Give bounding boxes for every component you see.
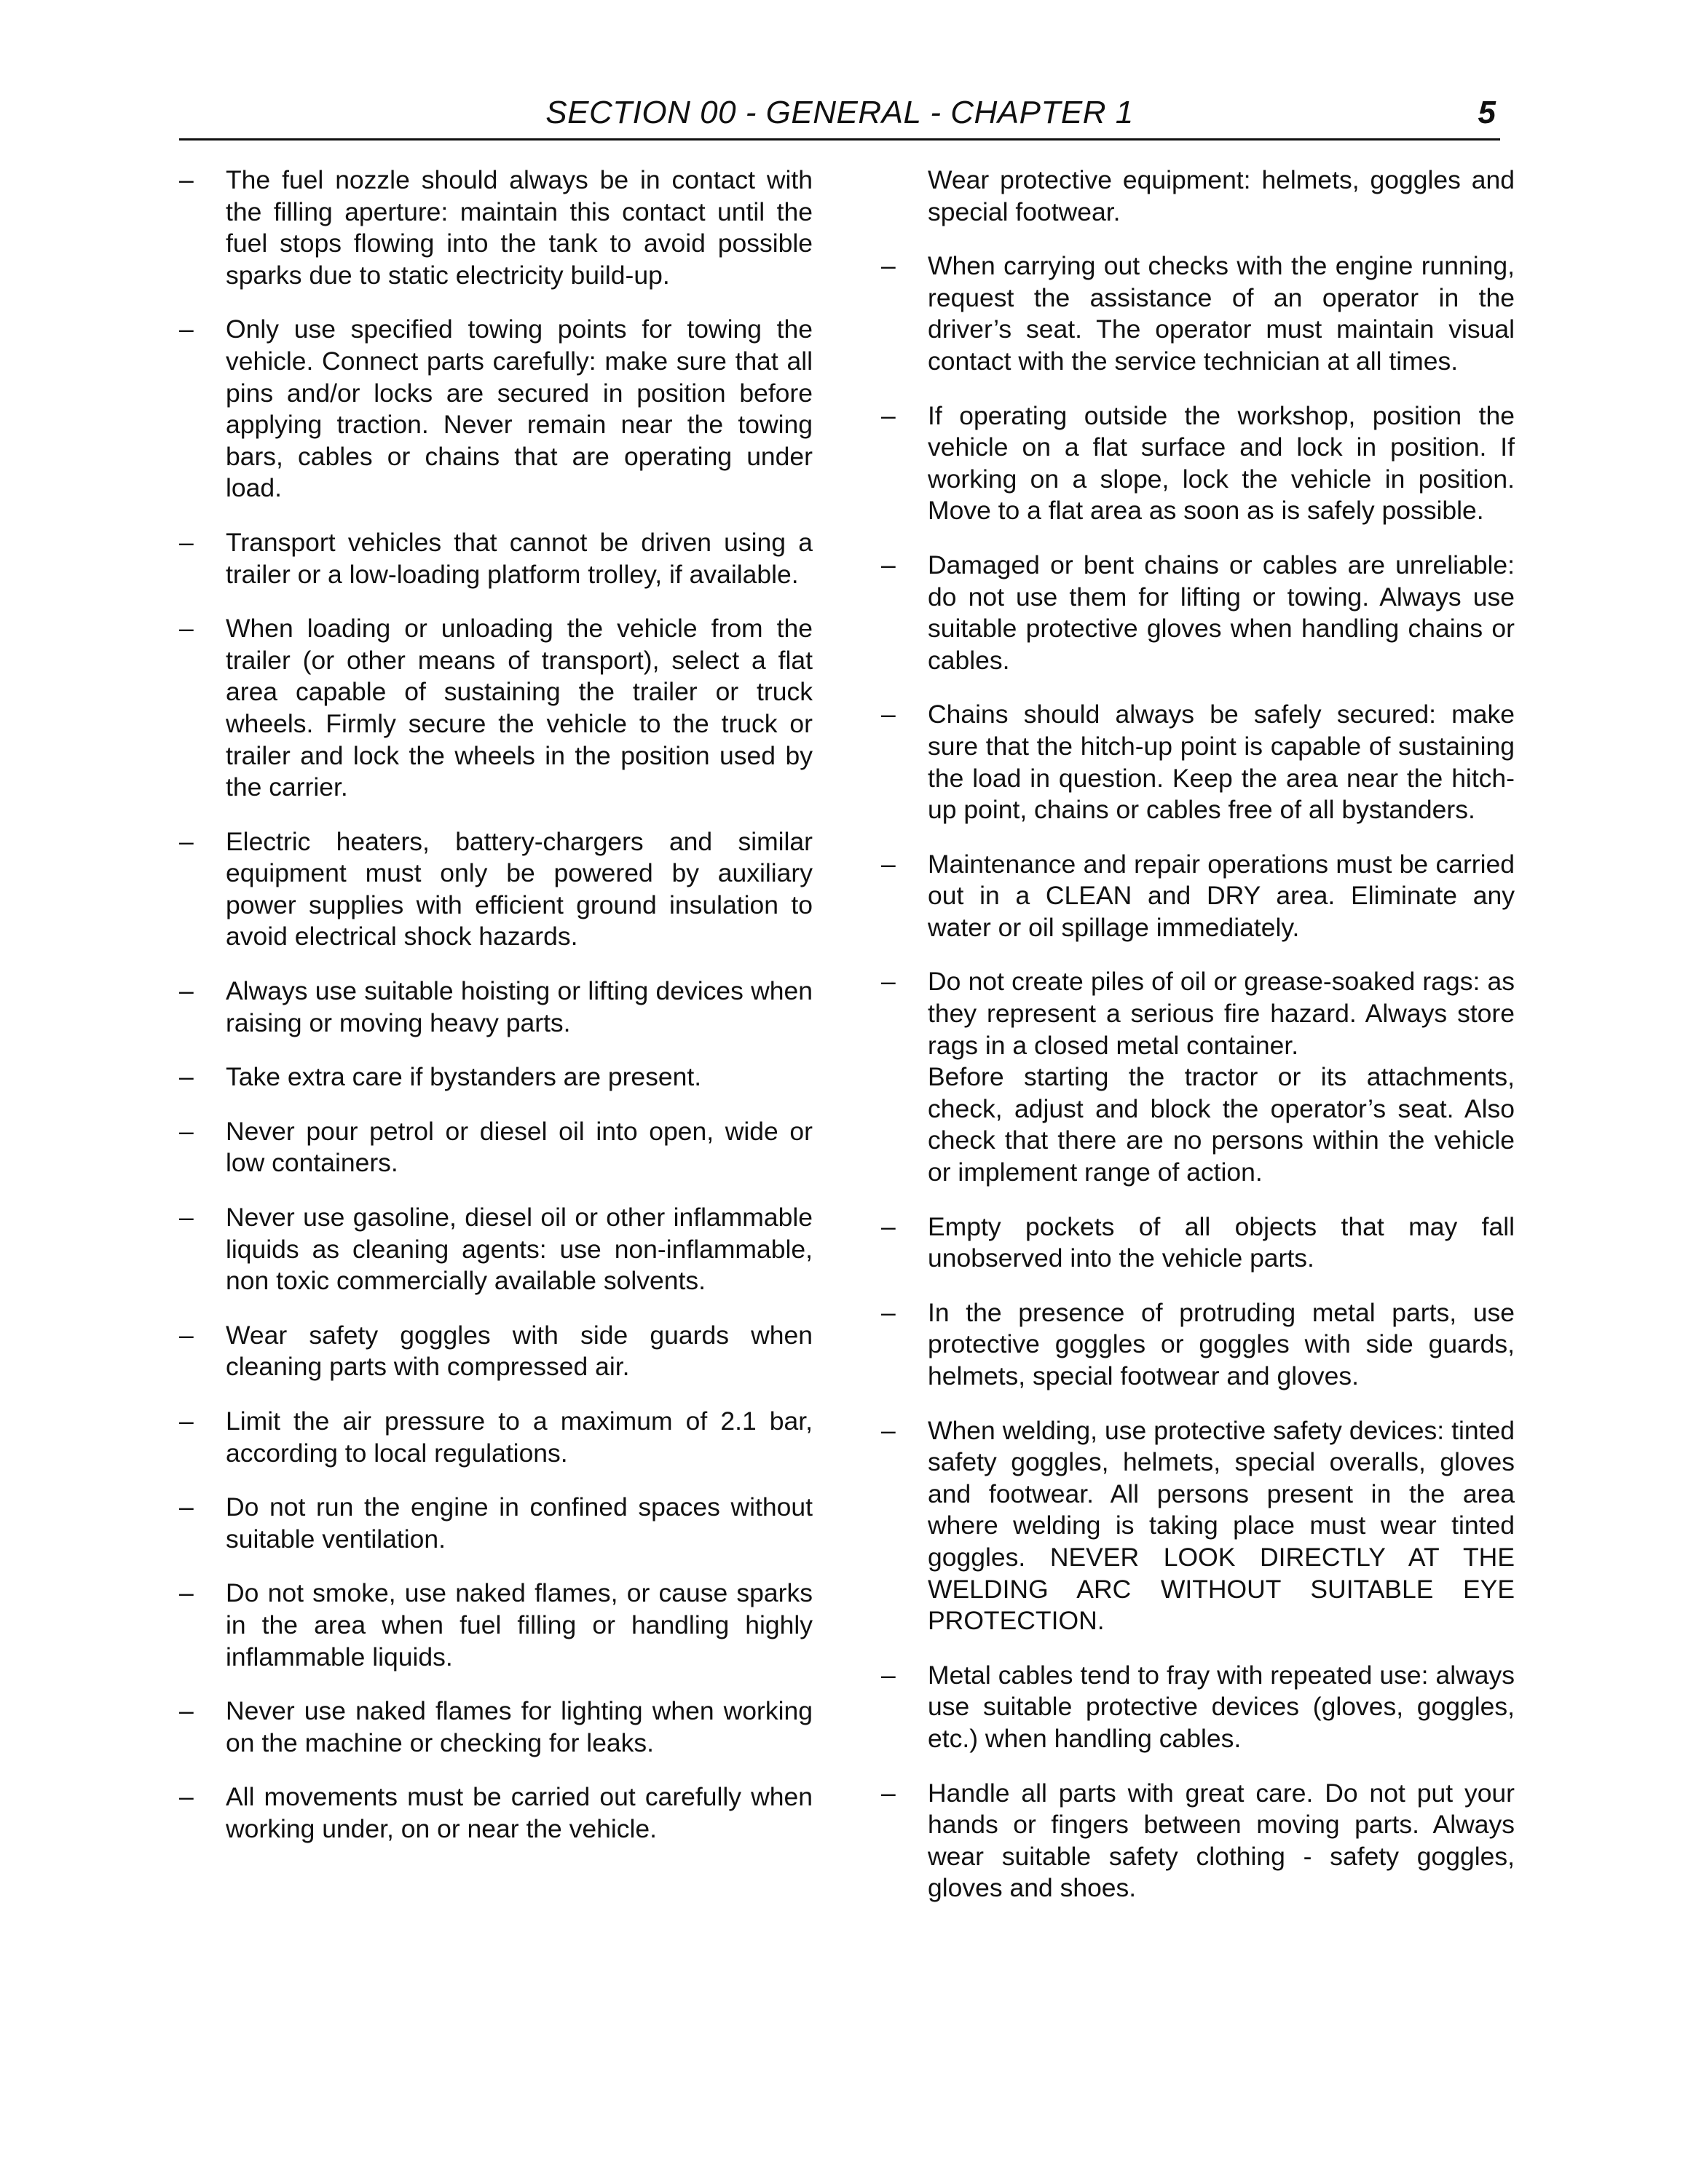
dash-bullet: –: [179, 1203, 194, 1233]
item-text: When carrying out checks with the engine running, request the assistance of an operator in the driver’s seat. The operator must maintain visual contact with the service technician at all times.: [928, 251, 1515, 376]
dash-bullet: –: [881, 400, 896, 430]
dash-bullet: –: [881, 1297, 896, 1327]
list-item: [179, 1781, 813, 1845]
item-text: Empty pockets of all objects that may fall unobserved into the vehicle parts.: [928, 1211, 1515, 1273]
list-item: [881, 1778, 1515, 1904]
dash-bullet: –: [179, 527, 194, 557]
dash-bullet: –: [179, 165, 194, 194]
item-text: Only use specified towing points for towing the vehicle. Connect parts carefully: make sure that all pins and/or locks are secured in position before applying traction. Never remain near the towing bars, cables or chains that are operating under load.: [226, 314, 813, 503]
item-text: Metal cables tend to fray with repeated use: always use suitable protective devices (gloves, goggles, etc.) when handling cables.: [928, 1660, 1515, 1753]
list-item: [881, 1297, 1515, 1393]
item-text: Never pour petrol or diesel oil into open, wide or low containers.: [226, 1116, 813, 1178]
list-item: [881, 550, 1515, 676]
dash-bullet: –: [881, 1415, 896, 1445]
page-number: 5: [1478, 95, 1496, 130]
item-text-continued: Before starting the tractor or its attachments, check, adjust and block the operator’s seat. Also check that there are no persons within the vehicle or implement range of action.: [928, 1062, 1515, 1187]
dash-bullet: –: [179, 1782, 194, 1812]
item-text: Chains should always be safely secured: make sure that the hitch-up point is capable of sustaining the load in question. Keep the area near the hitch-up point, chains or cables free of all bystanders.: [928, 700, 1515, 825]
continuation-text: Wear protective equipment: helmets, goggles and special footwear.: [928, 165, 1515, 226]
item-text: The fuel nozzle should always be in contact with the filling aperture: maintain this contact until the fuel stops flowing into the tank to avoid possible sparks due to static electricity build-up.: [226, 165, 813, 290]
dash-bullet: –: [179, 826, 194, 856]
list-item: [179, 1696, 813, 1759]
item-text: Never use gasoline, diesel oil or other inflammable liquids as cleaning agents: use non-inflammable, non toxic commercially available solvents.: [226, 1203, 813, 1296]
list-item: [179, 527, 813, 590]
dash-bullet: –: [881, 1211, 896, 1241]
list-item: [881, 699, 1515, 826]
item-text: Handle all parts with great care. Do not put your hands or fingers between moving parts. Always wear suitable safety clothing - safety goggles, gloves and shoes.: [928, 1778, 1515, 1903]
dash-bullet: –: [881, 550, 896, 579]
item-text: Limit the air pressure to a maximum of 2.1 bar, according to local regulations.: [226, 1406, 813, 1468]
list-item: [881, 250, 1515, 377]
item-text: Damaged or bent chains or cables are unreliable: do not use them for lifting or towing. Always use suitable protective gloves when handling chains or cables.: [928, 550, 1515, 675]
dash-bullet: –: [179, 1062, 194, 1092]
item-text: Take extra care if bystanders are present.: [226, 1062, 702, 1092]
list-item: [179, 613, 813, 804]
item-text: If operating outside the workshop, position the vehicle on a flat surface and lock in position. If working on a slope, lock the vehicle in position. Move to a flat area as soon as is safely possible.: [928, 400, 1515, 526]
left-column: [179, 165, 813, 1868]
item-text: Never use naked flames for lighting when working on the machine or checking for leaks.: [226, 1696, 813, 1757]
list-item: [881, 849, 1515, 944]
list-item: [179, 1320, 813, 1383]
list-item: [179, 1202, 813, 1297]
dash-bullet: –: [179, 1578, 194, 1608]
item-text: When loading or unloading the vehicle from the trailer (or other means of transport), select a flat area capable of sustaining the trailer or truck wheels. Firmly secure the vehicle to the truck or trailer and lock the wheels in the position used by the carrier.: [226, 614, 813, 802]
list-item: [179, 165, 813, 291]
dash-bullet: –: [179, 314, 194, 344]
page-header: [179, 93, 1500, 141]
dash-bullet: –: [881, 967, 896, 997]
list-item: [179, 1406, 813, 1469]
dash-bullet: –: [179, 1406, 194, 1436]
dash-bullet: –: [881, 1778, 896, 1808]
list-item: [881, 1660, 1515, 1755]
dash-bullet: –: [179, 976, 194, 1006]
list-item: [179, 1578, 813, 1673]
list-item: [881, 966, 1515, 1188]
list-item: [179, 826, 813, 953]
item-text: Maintenance and repair operations must be carried out in a CLEAN and DRY area. Eliminate any water or oil spillage immediately.: [928, 849, 1515, 942]
list-item: [179, 976, 813, 1039]
item-text: Do not run the engine in confined spaces without suitable ventilation.: [226, 1492, 813, 1554]
list-item: [179, 1061, 813, 1093]
item-text: Wear safety goggles with side guards when cleaning parts with compressed air.: [226, 1320, 813, 1382]
dash-bullet: –: [179, 1492, 194, 1522]
list-item: [881, 1211, 1515, 1275]
dash-bullet: –: [179, 1116, 194, 1146]
right-column: [881, 165, 1515, 1927]
list-item: [179, 1492, 813, 1555]
item-text: When welding, use protective safety devices: tinted safety goggles, helmets, special overalls, gloves and footwear. All persons present in the area where welding is taking place must wear tinted goggles. NEVER LOOK DIRECTLY AT THE WELDING ARC WITHOUT SUITABLE EYE PROTECTION.: [928, 1415, 1515, 1636]
dash-bullet: –: [179, 1696, 194, 1726]
list-item: [179, 1116, 813, 1179]
item-text: Do not create piles of oil or grease-soaked rags: as they represent a serious fire hazard. Always store rags in a closed metal container.: [928, 967, 1515, 1060]
item-text: Always use suitable hoisting or lifting devices when raising or moving heavy parts.: [226, 976, 813, 1037]
list-item: [881, 1415, 1515, 1637]
section-title: SECTION 00 - GENERAL - CHAPTER 1: [545, 95, 1134, 130]
dash-bullet: –: [881, 1660, 896, 1690]
dash-bullet: –: [179, 614, 194, 644]
item-text: All movements must be carried out carefully when working under, on or near the vehicle.: [226, 1782, 813, 1843]
item-text: Transport vehicles that cannot be driven using a trailer or a low-loading platform trolley, if available.: [226, 527, 813, 589]
dash-bullet: –: [881, 700, 896, 729]
dash-bullet: –: [881, 251, 896, 281]
dash-bullet: –: [179, 1320, 194, 1350]
list-item: [881, 400, 1515, 527]
item-text: In the presence of protruding metal parts, use protective goggles or goggles with side guards, helmets, special footwear and gloves.: [928, 1297, 1515, 1390]
dash-bullet: –: [881, 849, 896, 879]
list-item: [179, 314, 813, 505]
item-text: Do not smoke, use naked flames, or cause sparks in the area when fuel filling or handling highly inflammable liquids.: [226, 1578, 813, 1671]
item-text: Electric heaters, battery-chargers and similar equipment must only be powered by auxiliary power supplies with efficient ground insulation to avoid electrical shock hazards.: [226, 826, 813, 951]
